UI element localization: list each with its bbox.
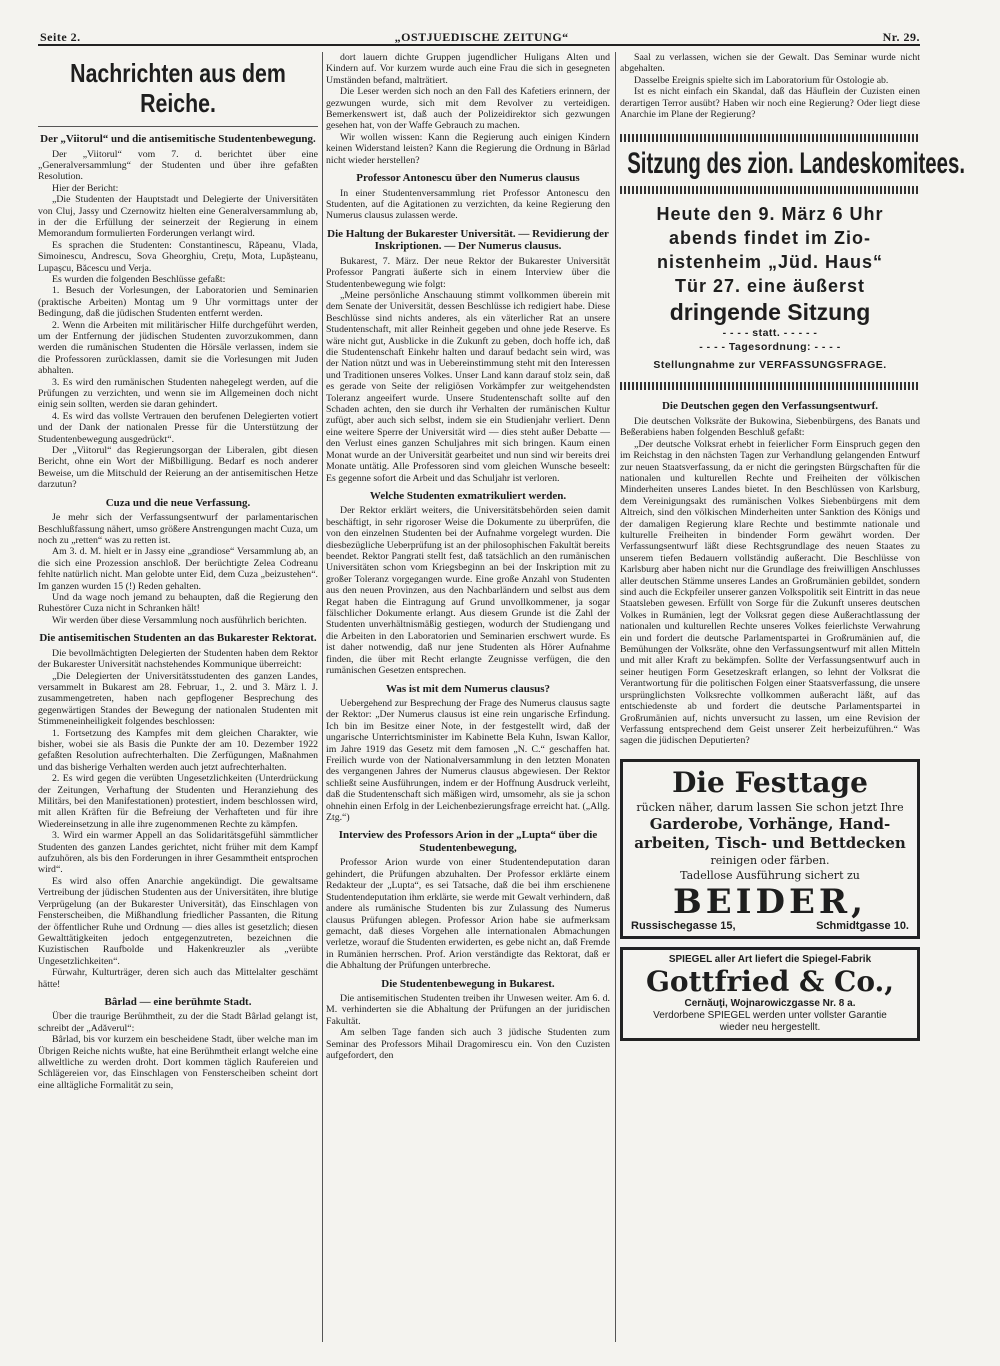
meeting-statt: - - - - statt. - - - - - — [722, 327, 818, 340]
paragraph: 1. Besuch der Vorlesungen, der Laboratorien und Seminarien (praktische Arbeiten) Montag um 9 Uhr vormittags unter der Bedingung, daß die jüdischen Studenten entfernt werden. — [38, 285, 318, 320]
article-body — [38, 648, 318, 990]
article-body — [326, 52, 610, 166]
meeting-title: Sitzung des zion. Landeskomitees. — [627, 147, 966, 181]
article-body — [620, 52, 920, 120]
paragraph: Es wurden die folgenden Beschlüsse gefaßt: — [52, 273, 226, 285]
paragraph: „Der deutsche Volksrat erhebt in feierlicher Form Einspruch gegen den im Reichstag in den nächsten Tagen zur Verhandlung gelangenden Entwurf zur neuen Staatsverfassung, da er nicht die geringsten Bürgschaften für die nationalen und kulturellen Rechte und Freiheiten der völkischen Minderheiten unseres Landes bietet. In den Beschlüssen von Karlsburg, dem Vereinigungsakt des rumänischen Volkes Siebenbürgens mit dem Altreich, sind den völkischen Minderheiten unter Sanktion des Königs und der damaligen Regierung klare Rechte und bestimmte nationale und kulturelle Freiheiten in bindender Form gewährt worden. Der Verfassungsentwurf läßt diese Rechtsgrundlage des neuen Staates zu unserem tiefen Bedauern vollständig außeracht. Die Beschlüsse von Karlsburg aber haben nicht nur die Grundlage des freiwilligen Anschlusses aller deutschen Stämme unseres Landes an Großrumänien gebildet, sondern sind auch die Eckpfeiler unserer ganzen Volkspolitik seit Eintritt in das neue Staatsleben gewesen. Erfüllt von Sorge für die Zukunft unseres deutschen Volkes in Rumänien, legt der Volksrat gegen diese Außerachtlassung der nationalen und kulturellen Rechte unseres Volkes feierlichste Verwahrung ein und fordert die deutsche Parlamentspartei in Großrumänien auf, die Bemühungen der Volksräte, ohne den Verfassungsentwurf mit allen Mitteln und mit aller Kraft zu bekämpfen. Sollte der Verfassungsentwurf auch in seiner heutigen Form Gesetzeskraft erlangen, so lehnt der Volksrat die Verantwortung für die politischen Folgen einer Staatsverfassung, die unsere ursprünglichsten Volksrechte vollkommen außeracht läßt, auf das entschiedenste ab und fordert die deutsche Parlamentspartei in Großrumänien auf, nichts unversucht zu lassen, um eine Revision der Verfassung entsprechend dem Geist unserer Zeit herbeizuführen.“ Was sagen die jüdischen Deputierten? — [620, 438, 920, 747]
ad-line: SPIEGEL aller Art liefert die Spiegel-Fabrik — [668, 954, 872, 966]
hatched-rule — [620, 186, 920, 194]
paragraph: 3. Es wird den rumänischen Studenten nahegelegt werden, auf die Prüfungen zu verzichten, und wenn sie im Allgemeinen doch nicht einig sein sollten, werden sie daran gehindert. — [38, 376, 318, 411]
column-3 — [620, 52, 966, 1348]
article-title: Professor Antonescu über den Numerus clausus — [356, 172, 580, 185]
column-2 — [326, 52, 610, 1348]
article-body — [38, 149, 318, 491]
paragraph: Uebergehend zur Besprechung der Frage des Numerus clausus sagte der Rektor: „Der Numerus clausus ist eine rein ungarische Erfindung. Ich bin im Besitze einer Note, in der festgestellt wird, daß der ungarische Unterrichtsminister im Kabinette Bela Kuhn, Iswan Kallor, im Jahre 1919 das Gesetz mit dem famosen „N. C.“ geschaffen hat. Freilich wurde von der Nationalversammlung in den letzten Monaten des vergangenen Jahres der Numerus clausus abgewiesen. Der Rektor schließt seine Ausführungen, indem er der Hoffnung Ausdruck verleiht, daß die Studentenschaft sich mäßigen wird, umsomehr, als sie ja schon ohnehin einen Erfolg in der Leichenbezierungsfrage erreicht hat. („Allg. Ztg.“) — [326, 698, 610, 824]
paragraph: Die Leser werden sich noch an den Fall des Kafetiers erinnern, der gezwungen wurde, sich mit dem Revolver zu verteidigen. Bemerkenswert ist, daß auch der Polizeidirektor sich gezwungen gesehen hat, von der Waffe Gebrauch zu machen. — [326, 86, 610, 132]
paragraph: Professor Arion wurde von einer Studentendeputation daran gehindert, die Prüfungen abzuhalten. Der Professor erklärte einem Redakteur der „Lupta“, es sei Tatsache, daß die bei ihm erschienene Studentendeputation ihm erklärte, sie werde mit Gewalt verhindern, daß andere als rumänische Studenten bis zur Zulassung des Numerus clausus Prüfungen ablegen. Professor Arion habe sie aufmerksam gemacht, daß dieses Vorgehen alle internationalen Abmachungen verletze, worauf die Studenten erwiderten, es gebe nicht an, daß Fremde in Rumänien herrschen. Prof. Arion verständigte das Rektorat, daß er die Abhaltung der Prüfungen unterbreche. — [326, 857, 610, 972]
paragraph: „Die Delegierten der Universitätsstudenten des ganzen Landes, versammelt in Bukarest am 28. Februar, 1., 2. und 3. März l. J. zusammengetreten, haben nach gepflogener Besprechung des gegenwärtigen Standes der Bewegung der nationalen Studenten mit Stimmeneinheiligkeit folgendes beschlossen: — [38, 670, 318, 728]
ad-address-right: Schmidtgasse 10. — [816, 919, 909, 932]
article-title: Interview des Professors Arion in der „Lupta“ über die Studentenbewegung, — [338, 829, 598, 854]
paragraph: „Die Studenten der Hauptstadt und Delegierte der Universitäten von Cluj, Jassy und Czernowitz hielten eine Generalversammlung ab, in der die Erfüllung der seinerzeit der Regierung in einem Memorandum formulierten Forderungen verlangt wird. — [38, 194, 318, 240]
issue-number: Nr. 29. — [882, 29, 920, 44]
paragraph: Es sprachen die Studenten: Constantinescu, Răpeanu, Vlada, Simoinescu, Andrescu, Sova Gheorghiu, Crețu, Mota, Lupășteanu, Lupașcu, Băcescu und Verja. — [38, 239, 318, 274]
paragraph: Über die traurige Berühmtheit, zu der die Stadt Bârlad gelangt ist, schreibt der „Adăverul“: — [38, 1011, 318, 1034]
ad-line: Garderobe, Vorhänge, Hand- — [649, 814, 891, 833]
paragraph: Hier der Bericht: — [52, 182, 119, 194]
advertisement-gottfried — [620, 947, 920, 1041]
paragraph: Am selben Tage fanden sich auch 3 jüdische Studenten zum Seminar des Professors Mihail Dragomirescu ein. Von den Cuzisten aufgefordert, den — [326, 1027, 610, 1062]
article-title: Die Deutschen gegen den Verfassungsentwurf. — [661, 400, 879, 413]
article-title: Was ist mit dem Numerus clausus? — [385, 682, 551, 695]
paragraph: 3. Wird ein warmer Appell an das Solidaritätsgefühl sämmtlicher Studenten des ganzen Landes gerichtet, nicht früher mit dem Kampf aufzuhören, als bis den Forderungen in ihrer Gesammtheit entsprochen wird“. — [38, 830, 318, 876]
hatched-rule — [620, 382, 920, 390]
meeting-topic: Stellungnahme zur VERFASSUNGSFRAGE. — [653, 359, 887, 372]
paragraph: In einer Studentenversammlung riet Professor Antonescu den Studenten, auf die Agitationen zu verzichten, da keine Regierung den Numerus clausus zulassen werde. — [326, 187, 610, 222]
paragraph: Saal zu verlassen, wichen sie der Gewalt. Das Seminar wurde nicht abgehalten. — [620, 52, 920, 75]
paragraph: Wir wollen wissen: Kann die Regierung auch einigen Kindern keinen Widerstand leisten? Kann die Regierung die Ordnung in Bârlad nicht wieder herstellen? — [326, 131, 610, 166]
article-title: Der „Viitorul“ und die antisemitische Studentenbewegung. — [40, 133, 316, 145]
meeting-announcement — [620, 134, 966, 390]
paragraph: 2. Wenn die Arbeiten mit militärischer Hilfe durchgeführt werden, um der Entfernung der jüdischen Studenten zuvorzukommen, dann werden die rumänischen Studenten die Hörsäle verlassen, indem sie die Professoren zurücklassen, damit sie die Vorlesungen mit Juden abhalten. — [38, 319, 318, 377]
meeting-headline: dringende Sitzung — [669, 299, 871, 326]
paragraph: Dasselbe Ereignis spielte sich im Laboratorium für Ostologie ab. — [634, 74, 889, 86]
ad-title: Die Festtage — [672, 765, 868, 799]
ad-line: Cernăuţi, Wojnarowiczgasse Nr. 8 a. — [684, 998, 856, 1010]
paragraph: Bârlad, bis vor kurzem ein bescheidene Stadt, über welche man im Übrigen Reiche nichts wußte, hat eine Berühmtheit erlangt welche eine allweltliche zu werden droht. Dort kommen täglich Raufereien und Schlägereien vor, das Einschlagen von Fensterscheiben scheint dort eine alltägliche Formalität zu sein, — [38, 1034, 318, 1091]
ad-address-left: Russischegasse 15, — [631, 919, 736, 932]
paragraph: Bukarest, 7. März. Der neue Rektor der Bukarester Universität Professor Pangrati äußerte sich in einem Interview über die Studentenbewegung wie folgt: — [326, 255, 610, 290]
ad-brand: BEIDER, — [672, 881, 868, 922]
paragraph: Wir werden über diese Versammlung noch ausführlich berichten. — [52, 614, 307, 626]
paragraph: 4. Es wird das vollste Vertrauen den berufenen Delegierten votiert und der Dank der nationalen Presse für die Unterstützung der Studentenbewegung ausgedrückt“. — [38, 410, 318, 445]
article-title: Die antisemitischen Studenten an das Bukarester Rektorat. — [39, 632, 317, 645]
paragraph: Am 3. d. M. hielt er in Jassy eine „grandiose“ Versammlung ab, an die sich eine Prozession anschloß. Der berüchtigte Zelea Codreanu fehlte natürlich nicht. Man gelobte unter Eid, dem Cuza „beizustehen“. Im ganzen wurden 15 (!) Reden gehalten. — [38, 546, 318, 592]
hatched-rule — [620, 134, 920, 142]
article-title: Cuza und die neue Verfassung. — [105, 496, 251, 509]
paragraph: Ist es nicht einfach ein Skandal, daß das Häuflein der Cuzisten einen derartigen Terror ausübt? Haben wir noch eine Regierung? Oder liegt diese Anarchie im Plane der Regierung? — [620, 86, 920, 121]
meeting-line: abends findet im Zio- — [668, 228, 871, 249]
page-number: Seite 2. — [40, 29, 81, 44]
ad-address — [631, 921, 909, 932]
page-header — [40, 24, 920, 50]
meeting-line: nistenheim „Jüd. Haus“ — [656, 252, 884, 273]
header-rule — [38, 44, 920, 46]
article-title: Bârlad — eine berühmte Stadt. — [104, 995, 252, 1008]
advertisement-beider — [620, 759, 920, 939]
paragraph: 1. Fortsetzung des Kampfes mit dem gleichen Charakter, wie bisher, wobei sie als Basis die Punkte der am 10. Dezember 1922 gefaßten Resolution aufrechterhalten. Die Zerfügungen, Maßnahmen und das bisherige Verhalten werden auch jetzt aufrechterhalten. — [38, 727, 318, 773]
ad-line: arbeiten, Tisch- und Bettdecken — [634, 833, 906, 852]
ad-line: wieder neu hergestellt. — [719, 1022, 821, 1034]
ad-line: Verdorbene SPIEGEL werden unter vollster Garantie — [653, 1010, 887, 1022]
ad-line: reinigen oder färben. — [710, 853, 830, 867]
paragraph: Die bevollmächtigten Delegierten der Studenten haben dem Rektor der Bukarester Universität nachstehendes Kommunique überreicht: — [38, 647, 318, 671]
meeting-line: Heute den 9. März 6 Uhr — [656, 204, 884, 225]
ad-brand: Gottfried & Co., — [645, 965, 895, 999]
paragraph: Die antisemitischen Studenten treiben ihr Unwesen weiter. Am 6. d. M. verhinderten sie die Abhaltung der Prüfungen an der juridischen Fakultät. — [326, 993, 610, 1027]
paragraph: dort lauern dichte Gruppen jugendlicher Huligans Alten und Kindern auf. Vor kurzem wurde auch eine Frau die sich in gesegneten Umständen befand, malträtiert. — [326, 52, 610, 86]
meeting-line: Tür 27. eine äußerst — [674, 276, 866, 297]
section-title: Nachrichten aus dem Reiche. — [70, 58, 286, 118]
article-title: Die Haltung der Bukarester Universität. — Revidierung der Inskriptionen. — Der Numerus clausus. — [327, 227, 609, 253]
divider — [38, 126, 318, 127]
column-1 — [38, 52, 318, 1348]
paragraph: „Meine persönliche Anschauung stimmt vollkommen überein mit dem Senate der Universität, dessen Beschlüsse ich redigiert habe. Diese Beschlüsse sind nichts anderes, als ein väterlicher Rat an unsere Studentenschaft, mit aller Reinheit gegeben und ohne jede Reserve. Es wäre nicht gut, Ausblicke in die Zukunft zu geben, doch hoffe ich, daß die Studentenschaft Einkehr halten und darauf bedacht sein wird, was der Nation nützt und was in Uebereinstimmung steht mit den Interessen und Traditionen unseres Volkes. Unser Land kann darauf stolz sein, daß es gerade von Seite der religiösen Vorkämpfer zur weitgehendsten Toleranz angeeifert wurde. Unsere Studentenschaft sollte auf den Schaden achten, den sie durch ihr Verhalten der rumänischen Kultur zufügt, aber auch sich selbst, indem sie ein Studienjahr verliert. Denn eine weitere Sperre der Universität wird — dies steht außer Debatte — den Verlust eines ganzen Schuljahres mit sich bringen. Kaum einen Monat wurde an der Universität gearbeitet und nun sind wir bereits drei Monate untätig. Alle Professoren sind vom gleichen Wunsche beseelt: Es gegenne sofort die Arbeit und das Schuljahr ist verloren. — [326, 290, 610, 484]
paragraph: 2. Es wird gegen die verübten Ungesetzlichkeiten (Unterdrückung der Zeitungen, Verhaftung der Studenten und Heranziehung des Militärs, bei den Manifestationen) protestiert, indem beschlossen wird, mit allen Kräften für die Befreiung der Verhafteten und für ihre Wiedereinsetzung in alle ihre zugenommenen Rechte zu kämpfen. — [38, 773, 318, 830]
article-body — [38, 512, 318, 626]
paragraph: Der „Viitorul“ das Regierungsorgan der Liberalen, gibt diesen Bericht, ohne ein Wort der Mißbilligung. Bedarf es noch anderer Beweise, um die Mitschuld der Reierung an der antisemitischen Hetze darzutun? — [38, 445, 318, 491]
paragraph: Es wird also offen Anarchie angekündigt. Die gewaltsame Vertreibung der jüdischen Studenten aus der Universitäten, ihre blutige Verprügelung (an der Bukarester Universität), das Einschlagen von Fensterscheiben, die Mißhandlung friedlicher Passanten, die Ritung der öffentlicher Ruhe und Ordnung — dies alles ist gesetzlich; diesen Gewalttätigkeiten jedoch entgegenzutreten, bezeichnen die Kuzistischen Raufbolde und Hakenkreuzler als „verübte Ungesetzlichkeiten“. — [38, 875, 318, 967]
paragraph: Fürwahr, Kulturträger, deren sich auch das Mittelalter geschämt hätte! — [38, 967, 318, 990]
column-rule — [322, 52, 323, 1342]
paragraph: Die deutschen Volksräte der Bukowina, Siebenbürgens, des Banats und Beßerabiens haben folgenden Beschluß gefaßt: — [620, 415, 920, 439]
paragraph: Je mehr sich der Verfassungsentwurf der parlamentarischen Beschlußfassung nähert, umso größere Anstrengungen macht Cuza, um noch zu „retten“ was zu retten ist. — [38, 512, 318, 546]
newspaper-title: „OSTJUEDISCHE ZEITUNG“ — [394, 29, 569, 44]
ad-line: rücken näher, darum lassen Sie schon jetzt Ihre — [636, 800, 904, 814]
ad-line: Tadellose Ausführung sichert zu — [680, 868, 860, 882]
article-body — [38, 1011, 318, 1091]
article-title: Welche Studenten exmatrikuliert werden. — [369, 489, 567, 502]
meeting-agenda-label: - - - - Tagesordnung: - - - - — [699, 341, 841, 354]
paragraph: Und da wage noch jemand zu behaupten, daß die Regierung den Ruhestörer Cuza nicht in Schranken hält! — [38, 592, 318, 615]
paragraph: Der „Viitorul“ vom 7. d. berichtet über eine „Generalversammlung“ der Studenten und über ihre gefaßten Resolution. — [38, 148, 318, 183]
article-title: Die Studentenbewegung in Bukarest. — [381, 977, 555, 990]
column-rule — [615, 52, 616, 1342]
paragraph: Der Rektor erklärt weiters, die Universitätsbehörden seien damit beschäftigt, in sehr rigoroser Weise die Dokumente zu überprüfen, die von den einzelnen Studenten bei der Aufnahme vorgelegt wurden. Die diesbezügliche Ueberprüfung ist an der philosophischen Fakultät bereits beendet. Rektor Pangrati stellt fest, daß tatsächlich an den rumänischen Universitäten schon vom Kriegsbeginn an bei der Inskription mit zu großer Toleranz vorgegangen wurde. Eine große Anzahl von Studenten aus den neuen Provinzen, aus den Nachbarländern und selbst aus dem Regat haben die Eintragung auf Grund unvollkommener, ja sogar fälschlicher Dokumente erlangt. Aus diesem Grunde ist die Zahl der Studenten unverhältnismäßig gestiegen, wodurch der Studiengang und die Arbeiten in den Laboratorien und Seminarien erschwert wurde. Es ist daher notwendig, daß nur jene Studenten als Hörer Aufnahme finden, die über mit Recht erlangte Zeugnisse verfügen, die den rumänischen Gesetzen entsprechen. — [326, 505, 610, 677]
